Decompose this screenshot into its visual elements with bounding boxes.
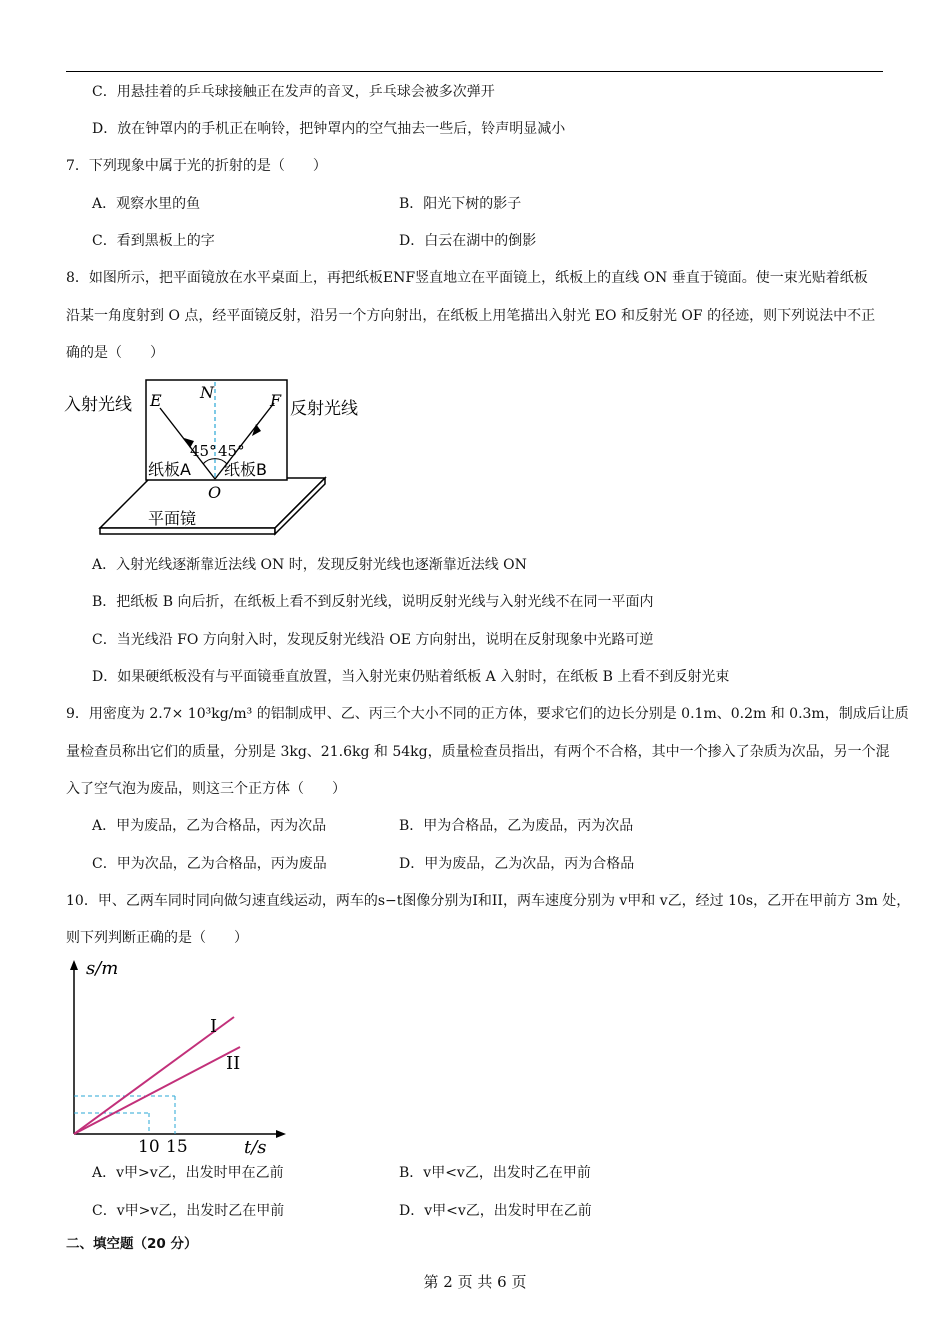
q9-option-c: C．甲为次品，乙为合格品，丙为废品 (92, 856, 327, 872)
q6-option-c: C．用悬挂着的乒乓球接触正在发声的音叉，乒乓球会被多次弹开 (92, 84, 495, 100)
label-n: N (200, 383, 214, 402)
label-board-a: 纸板A (148, 460, 191, 479)
q10-option-a: A．v甲>v乙，出发时甲在乙前 (92, 1165, 284, 1181)
tick-15: 15 (166, 1137, 188, 1157)
header-rule (66, 71, 883, 72)
label-reflected: 反射光线 (290, 399, 358, 419)
q7-option-d: D．白云在湖中的倒影 (399, 233, 537, 249)
tick-10: 10 (138, 1137, 160, 1157)
label-angle-2: 45° (218, 442, 245, 460)
q9-stem-line3: 入了空气泡为废品，则这三个正方体（ ） (66, 781, 346, 797)
q10-stem-line2: 则下列判断正确的是（ ） (66, 930, 248, 946)
label-board-b: 纸板B (224, 460, 267, 479)
label-e: E (150, 391, 162, 410)
q8-stem-line2: 沿某一角度射到 O 点，经平面镜反射，沿另一个方向射出，在纸板上用笔描出入射光 EO 和反射光 OF 的径迹，则下列说法中不正 (66, 308, 876, 324)
q9-option-d: D．甲为废品，乙为次品，丙为合格品 (399, 856, 635, 872)
q8-option-b: B．把纸板 B 向后折，在纸板上看不到反射光线，说明反射光线与入射光线不在同一平面内 (92, 594, 654, 610)
q10-option-c: C．v甲>v乙，出发时乙在甲前 (92, 1203, 285, 1219)
label-incident: 入射光线 (64, 395, 132, 415)
q9-option-b: B．甲为合格品，乙为废品，丙为次品 (399, 818, 634, 834)
label-o: O (208, 483, 222, 502)
q8-reflection-figure (60, 378, 380, 538)
q8-option-d: D．如果硬纸板没有与平面镜垂直放置，当入射光束仍贴着纸板 A 入射时，在纸板 B 上看不到反射光束 (92, 669, 730, 685)
q8-stem-line1: 8．如图所示，把平面镜放在水平桌面上，再把纸板ENF竖直地立在平面镜上，纸板上的直线 ON 垂直于镜面。使一束光贴着纸板 (66, 270, 868, 286)
q8-option-c: C．当光线沿 FO 方向射入时，发现反射光线沿 OE 方向射出，说明在反射现象中光路可逆 (92, 632, 654, 648)
q6-option-d: D．放在钟罩内的手机正在响铃，把钟罩内的空气抽去一些后，铃声明显减小 (92, 121, 566, 137)
q7-option-b: B．阳光下树的影子 (399, 196, 522, 212)
q8-option-a: A．入射光线逐渐靠近法线 ON 时，发现反射光线也逐渐靠近法线 ON (92, 557, 527, 573)
q10-option-b: B．v甲<v乙，出发时乙在甲前 (399, 1165, 591, 1181)
line-ii (74, 1047, 240, 1134)
mirror-side (100, 528, 275, 534)
x-axis-label: t/s (244, 1137, 267, 1158)
q9-stem-line2: 量检查员称出它们的质量，分别是 3kg、21.6kg 和 54kg，质量检查员指出，有两个不合格，其中一个掺入了杂质为次品，另一个混 (66, 744, 890, 760)
q7-option-c: C．看到黑板上的字 (92, 233, 215, 249)
label-angle-1: 45° (190, 442, 217, 460)
y-axis-arrow (70, 960, 78, 970)
q7-stem: 7．下列现象中属于光的折射的是（ ） (66, 158, 327, 174)
line-i-label: I (210, 1016, 218, 1037)
label-mirror: 平面镜 (148, 509, 197, 528)
x-axis-arrow (276, 1130, 286, 1138)
section-2-heading: 二、填空题（20 分） (66, 1236, 198, 1252)
y-axis-label: s/m (86, 958, 119, 979)
q8-stem-line3: 确的是（ ） (66, 345, 164, 361)
label-f: F (270, 391, 282, 410)
q7-option-a: A．观察水里的鱼 (92, 196, 201, 212)
q9-stem-line1: 9．用密度为 2.7× 10³kg/m³ 的铝制成甲、乙、丙三个大小不同的正方体，要求它们的边长分别是 0.1m、0.2m 和 0.3m，制成后让质 (66, 706, 909, 722)
q10-st-graph (60, 956, 300, 1161)
q10-stem-line1: 10．甲、乙两车同时同向做匀速直线运动，两车的s−t图像分别为I和II，两车速度分别为 v甲和 v乙，经过 10s，乙开在甲前方 3m 处， (66, 893, 911, 909)
line-ii-label: II (226, 1053, 241, 1074)
page-footer: 第 2 页 共 6 页 (423, 1273, 527, 1291)
q10-option-d: D．v甲<v乙，出发时甲在乙前 (399, 1203, 592, 1219)
q9-option-a: A．甲为废品，乙为合格品，丙为次品 (92, 818, 327, 834)
